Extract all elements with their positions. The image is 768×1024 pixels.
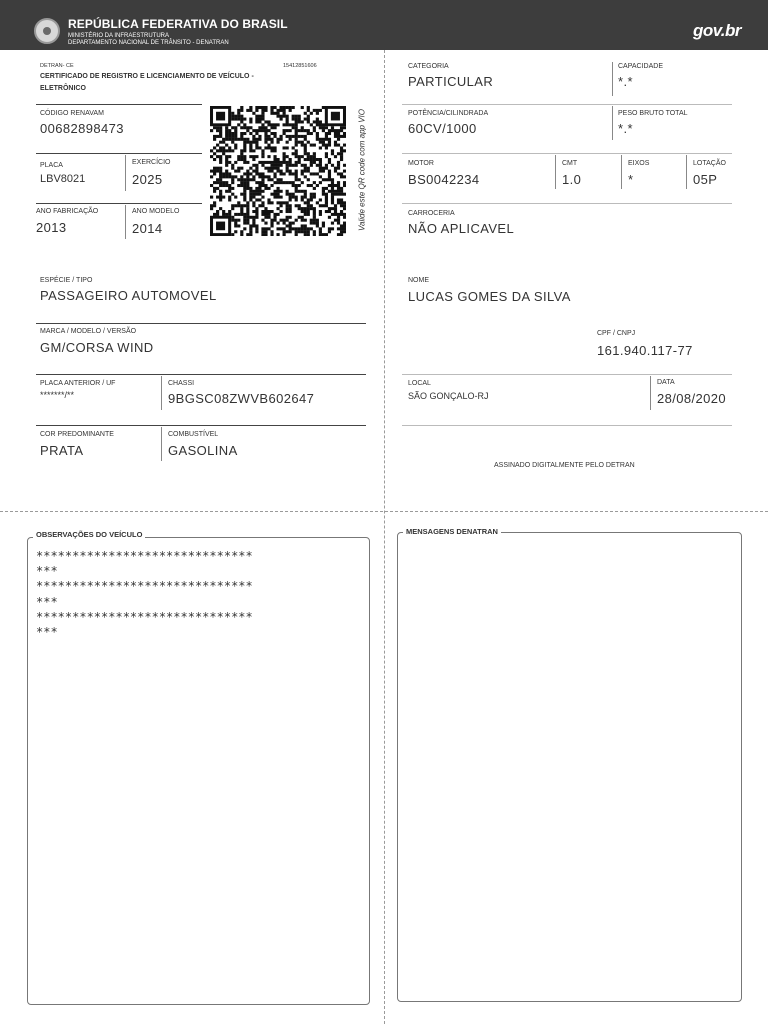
eixos-label: EIXOS xyxy=(628,160,650,167)
observacoes-line: ****************************** xyxy=(36,549,253,563)
divider xyxy=(36,374,366,375)
qr-validation-note xyxy=(355,104,369,236)
peso-label: PESO BRUTO TOTAL xyxy=(618,110,688,117)
divider xyxy=(161,427,162,461)
document-number: 15412851606 xyxy=(283,63,317,69)
combustivel-value: GASOLINA xyxy=(168,443,238,458)
capacidade-value: *.* xyxy=(618,74,633,89)
categoria-value: PARTICULAR xyxy=(408,74,494,89)
marca-value: GM/CORSA WIND xyxy=(40,340,154,355)
divider xyxy=(402,203,732,204)
divider xyxy=(555,155,556,189)
cmt-label: CMT xyxy=(562,160,578,167)
detran-state: DETRAN- CE xyxy=(40,63,74,69)
marca-label: MARCA / MODELO / VERSÃO xyxy=(40,328,137,335)
exercicio-label: EXERCÍCIO xyxy=(132,159,171,166)
especie-label: ESPÉCIE / TIPO xyxy=(40,277,93,284)
divider xyxy=(402,374,732,375)
divider xyxy=(125,205,126,239)
potencia-value: 60CV/1000 xyxy=(408,121,477,136)
qr-code xyxy=(210,106,346,236)
observacoes-line: ****************************** xyxy=(36,609,253,624)
divider xyxy=(36,203,202,204)
govbr-logo: gov.br xyxy=(693,21,742,40)
divider xyxy=(621,155,622,189)
observacoes-line: *** xyxy=(36,564,58,579)
header-ministry: MINISTÉRIO DA INFRAESTRUTURA xyxy=(68,33,170,39)
divider xyxy=(125,155,126,191)
cpf-label: CPF / CNPJ xyxy=(597,330,636,337)
divider xyxy=(36,323,366,324)
observacoes-text xyxy=(36,549,253,640)
horizontal-cut-line xyxy=(0,511,768,512)
local-value: SÃO GONÇALO-RJ xyxy=(408,391,489,401)
cor-label: COR PREDOMINANTE xyxy=(40,431,114,438)
local-label: LOCAL xyxy=(408,380,431,387)
nome-value: LUCAS GOMES DA SILVA xyxy=(408,289,571,304)
exercicio-value: 2025 xyxy=(132,172,163,187)
especie-value: PASSAGEIRO AUTOMOVEL xyxy=(40,288,217,303)
lotacao-value: 05P xyxy=(693,172,718,187)
qr-validation-text: Valide este QR code com app VIO xyxy=(357,109,367,231)
vertical-cut-line xyxy=(384,50,385,1024)
mensagens-box xyxy=(397,532,742,1002)
carroceria-value: NÃO APLICAVEL xyxy=(408,221,515,236)
header-title: REPÚBLICA FEDERATIVA DO BRASIL xyxy=(68,17,288,31)
observacoes-title: OBSERVAÇÕES DO VEÍCULO xyxy=(33,530,145,539)
header-department: DEPARTAMENTO NACIONAL DE TRÂNSITO - DENATRAN xyxy=(68,40,229,46)
motor-value: BS0042234 xyxy=(408,172,480,187)
ano-fabricacao-label: ANO FABRICAÇÃO xyxy=(36,208,99,215)
categoria-label: CATEGORIA xyxy=(408,63,449,70)
renavam-label: CÓDIGO RENAVAM xyxy=(40,110,104,117)
chassi-label: CHASSI xyxy=(168,380,195,387)
data-label: DATA xyxy=(657,379,675,386)
digital-signature-note: ASSINADO DIGITALMENTE PELO DETRAN xyxy=(494,462,635,469)
placa-anterior-value: *******/** xyxy=(40,390,75,400)
observacoes-line: ****************************** xyxy=(36,579,253,594)
document-title-line1: CERTIFICADO DE REGISTRO E LICENCIAMENTO DE VEÍCULO - xyxy=(40,73,254,80)
ano-modelo-value: 2014 xyxy=(132,221,163,236)
divider xyxy=(36,425,366,426)
nome-label: NOME xyxy=(408,277,429,284)
header-bar xyxy=(0,0,768,50)
mensagens-title: MENSAGENS DENATRAN xyxy=(403,527,501,536)
divider xyxy=(686,155,687,189)
cmt-value: 1.0 xyxy=(562,172,582,187)
divider xyxy=(650,376,651,410)
cpf-value: 161.940.117-77 xyxy=(597,343,693,358)
divider xyxy=(612,62,613,96)
renavam-value: 00682898473 xyxy=(40,121,124,136)
potencia-label: POTÊNCIA/CILINDRADA xyxy=(408,110,489,117)
observacoes-line: *** xyxy=(36,594,58,609)
divider xyxy=(402,104,732,105)
divider xyxy=(612,106,613,140)
observacoes-line: *** xyxy=(36,625,58,640)
lotacao-label: LOTAÇÃO xyxy=(693,160,726,167)
cor-value: PRATA xyxy=(40,443,84,458)
brasil-coat-of-arms-icon xyxy=(34,18,60,44)
peso-value: *.* xyxy=(618,121,633,136)
combustivel-label: COMBUSTÍVEL xyxy=(168,431,219,438)
chassi-value: 9BGSC08ZWVB602647 xyxy=(168,391,315,406)
carroceria-label: CARROCERIA xyxy=(408,210,455,217)
placa-value: LBV8021 xyxy=(40,173,86,185)
divider xyxy=(36,153,202,154)
divider xyxy=(402,425,732,426)
data-value: 28/08/2020 xyxy=(657,391,727,406)
divider xyxy=(402,153,732,154)
document-title-line2: ELETRÔNICO xyxy=(40,85,86,92)
placa-anterior-label: PLACA ANTERIOR / UF xyxy=(40,380,116,387)
ano-fabricacao-value: 2013 xyxy=(36,220,67,235)
divider xyxy=(36,104,202,105)
motor-label: MOTOR xyxy=(408,160,434,167)
capacidade-label: CAPACIDADE xyxy=(618,63,663,70)
eixos-value: * xyxy=(628,172,634,187)
placa-label: PLACA xyxy=(40,162,63,169)
divider xyxy=(161,376,162,410)
ano-modelo-label: ANO MODELO xyxy=(132,208,180,215)
